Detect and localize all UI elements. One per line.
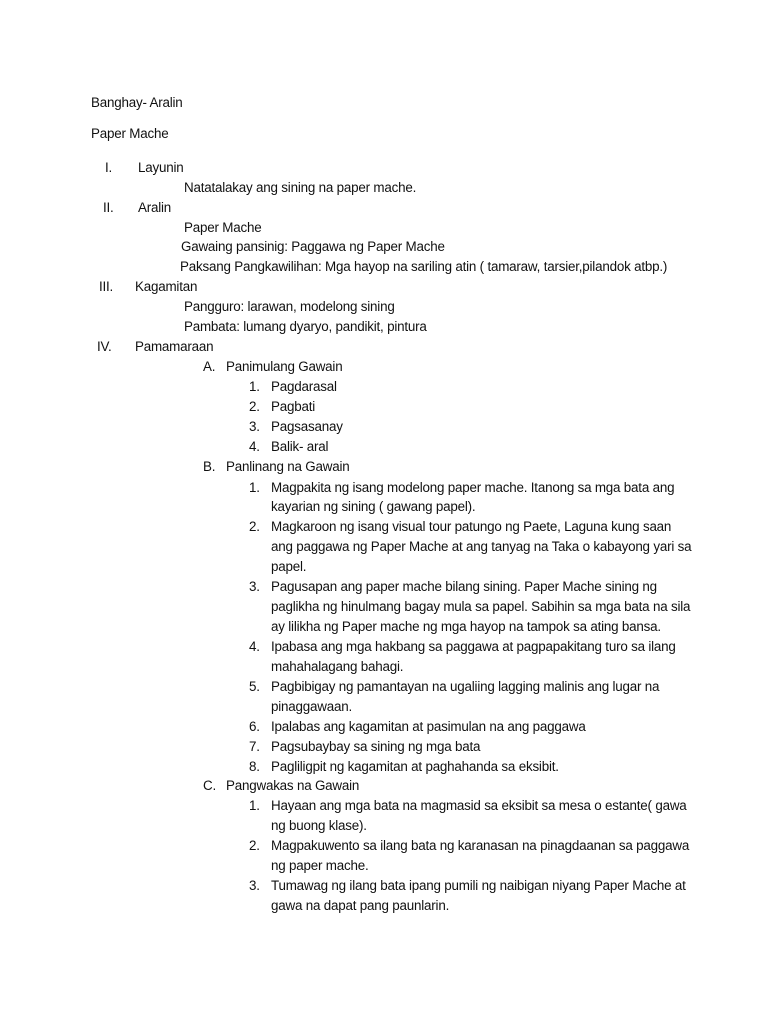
list-item: Balik- aral	[271, 439, 329, 454]
document-subtitle: Paper Mache	[91, 126, 169, 141]
section-line: Gawaing pansinig: Paggawa ng Paper Mache	[181, 239, 445, 254]
list-item-number: 4.	[249, 439, 260, 454]
section-numeral: I.	[105, 160, 113, 175]
section-heading-aralin: Aralin	[138, 200, 172, 215]
list-item: Ipalabas ang kagamitan at pasimulan na ang paggawa	[271, 719, 586, 734]
section-numeral: IV.	[97, 339, 112, 354]
list-item-number: 1.	[249, 379, 260, 394]
subsection-letter: B.	[203, 459, 216, 474]
list-item-number: 1.	[249, 480, 260, 495]
list-item: Pagbati	[271, 399, 316, 414]
section-line: Natatalakay ang sining na paper mache.	[184, 180, 417, 195]
list-item: Ipabasa ang mga hakbang sa paggawa at pagpapakitang turo sa ilang	[271, 639, 676, 654]
list-item-number: 4.	[249, 639, 260, 654]
list-item: ang paggawa ng Paper Mache at ang tanyag na Taka o kabayong yari sa	[271, 539, 692, 554]
section-heading-layunin: Layunin	[138, 160, 184, 175]
section-heading-pamamaraan: Pamamaraan	[135, 339, 214, 354]
list-item: Pagsasanay	[271, 419, 343, 434]
document-title: Banghay- Aralin	[91, 95, 183, 110]
list-item-number: 8.	[249, 759, 260, 774]
list-item-number: 7.	[249, 739, 260, 754]
list-item-number: 1.	[249, 798, 260, 813]
list-item: Pagsubaybay sa sining ng mga bata	[271, 739, 481, 754]
subsection-letter: A.	[203, 359, 216, 374]
list-item: ng paper mache.	[271, 858, 369, 873]
section-heading-kagamitan: Kagamitan	[135, 279, 198, 294]
section-line: Paksang Pangkawilihan: Mga hayop na sariling atin ( tamaraw, tarsier,pilandok atbp.)	[180, 259, 668, 274]
list-item-number: 3.	[249, 419, 260, 434]
list-item: Pagdarasal	[271, 379, 337, 394]
section-line: Pangguro: larawan, modelong sining	[184, 299, 395, 314]
subsection-heading: Pangwakas na Gawain	[226, 778, 360, 793]
list-item: Pagusapan ang paper mache bilang sining. Paper Mache sining ng	[271, 579, 657, 594]
list-item: pinaggawaan.	[271, 699, 352, 714]
section-numeral: II.	[103, 200, 114, 215]
list-item: Magpakuwento sa ilang bata ng karanasan na pinagdaanan sa paggawa	[271, 838, 690, 853]
section-numeral: III.	[99, 279, 114, 294]
subsection-letter: C.	[203, 778, 216, 793]
list-item: Pagbibigay ng pamantayan na ugaliing lagging malinis ang lugar na	[271, 679, 660, 694]
list-item: Tumawag ng ilang bata ipang pumili ng naibigan niyang Paper Mache at	[271, 878, 686, 893]
list-item: Magkaroon ng isang visual tour patungo ng Paete, Laguna kung saan	[271, 519, 672, 534]
subsection-heading: Panimulang Gawain	[226, 359, 343, 374]
list-item: Pagliligpit ng kagamitan at paghahanda sa eksibit.	[271, 759, 559, 774]
list-item-number: 2.	[249, 838, 260, 853]
list-item: Magpakita ng isang modelong paper mache. Itanong sa mga bata ang	[271, 480, 675, 495]
section-line: Paper Mache	[184, 220, 262, 235]
list-item: papel.	[271, 559, 307, 574]
list-item-number: 2.	[249, 399, 260, 414]
list-item: ay lilikha ng Paper mache ng mga hayop na tampok sa ating bansa.	[271, 619, 661, 634]
list-item: kayarian ng sining ( gawang papel).	[271, 499, 476, 514]
list-item-number: 3.	[249, 579, 260, 594]
list-item: Hayaan ang mga bata na magmasid sa eksibit sa mesa o estante( gawa	[271, 798, 687, 813]
list-item: paglikha ng hinulmang bagay mula sa papel. Sabihin sa mga bata na sila	[271, 599, 691, 614]
list-item-number: 2.	[249, 519, 260, 534]
list-item-number: 5.	[249, 679, 260, 694]
list-item: ng buong klase).	[271, 818, 367, 833]
list-item-number: 3.	[249, 878, 260, 893]
list-item: gawa na dapat pang paunlarin.	[271, 898, 450, 913]
list-item: mahahalagang bahagi.	[271, 659, 404, 674]
subsection-heading: Panlinang na Gawain	[226, 459, 350, 474]
list-item-number: 6.	[249, 719, 260, 734]
section-line: Pambata: lumang dyaryo, pandikit, pintura	[184, 319, 427, 334]
